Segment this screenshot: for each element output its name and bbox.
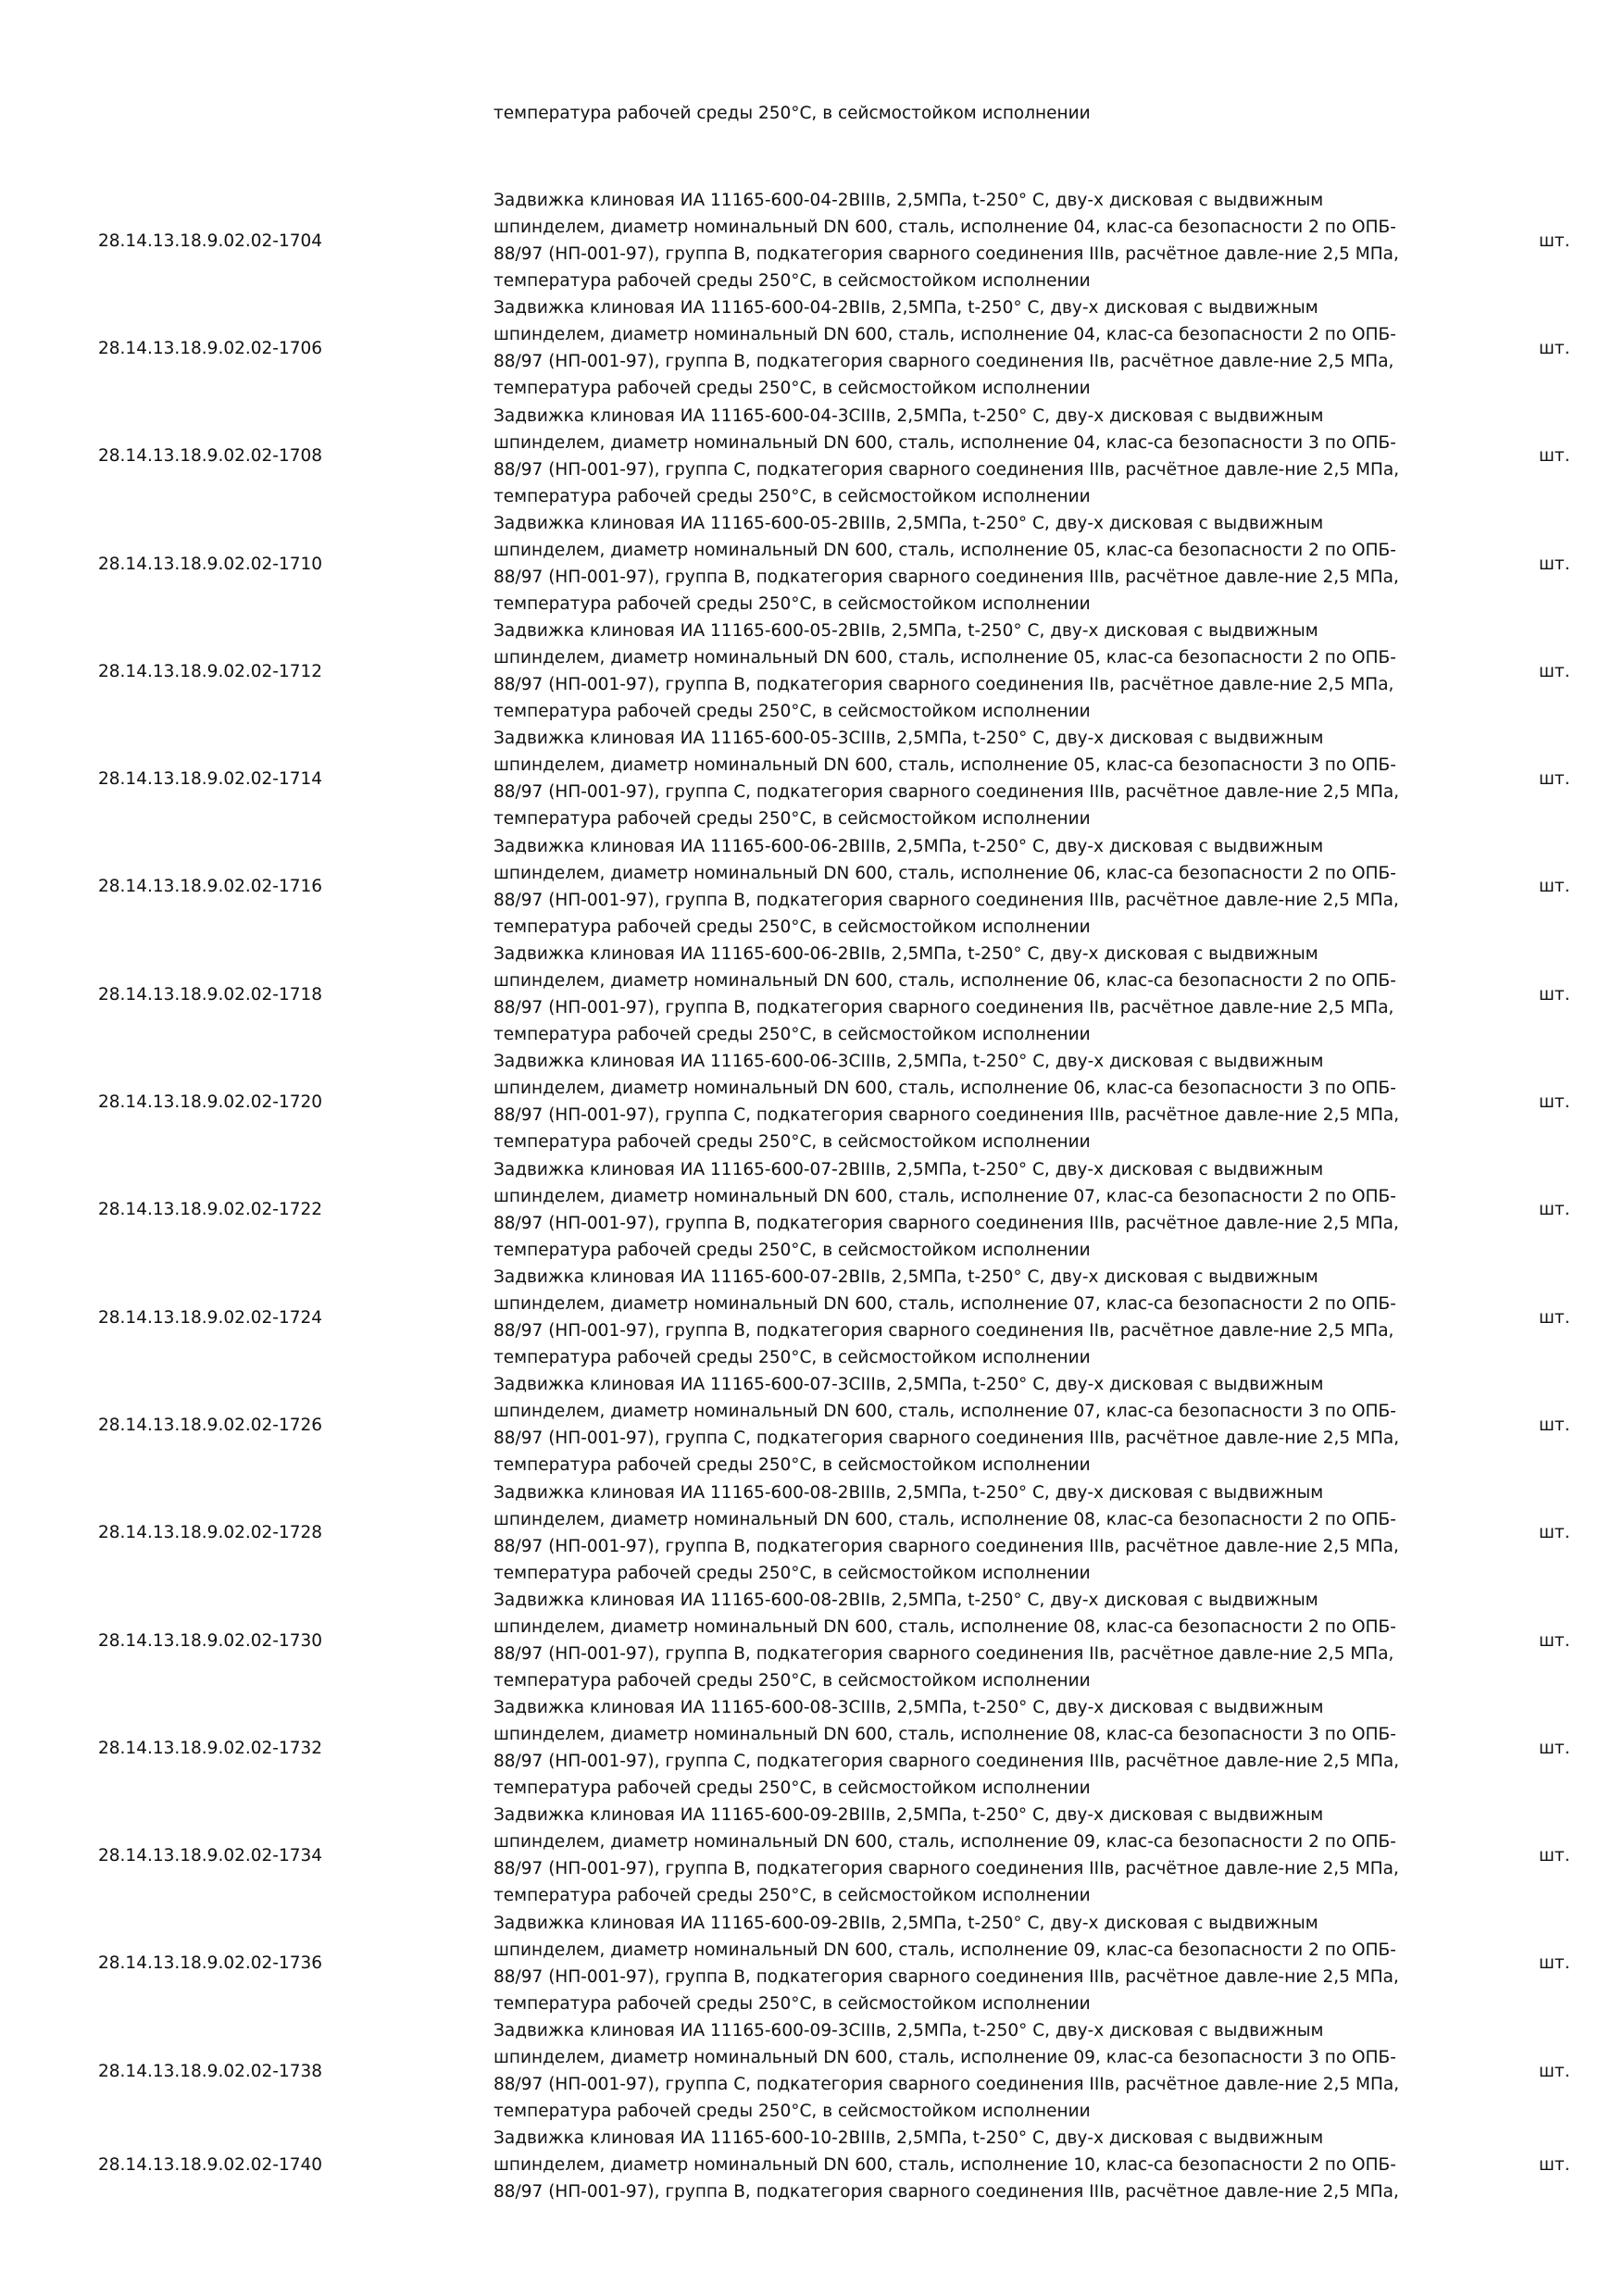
table-row	[0, 2017, 1624, 2125]
description-line: шпинделем, диаметр номинальный DN 600, сталь, исполнение 06, клас-са безопасности 3 по ОПБ-	[493, 1079, 1396, 1099]
description-line: шпинделем, диаметр номинальный DN 600, сталь, исполнение 07, клас-са безопасности 2 по ОПБ-	[493, 1293, 1396, 1314]
description-line: шпинделем, диаметр номинальный DN 600, сталь, исполнение 08, клас-са безопасности 2 по ОПБ-	[493, 1509, 1396, 1529]
unit-of-measure: шт.	[1539, 1307, 1570, 1328]
description-line: температура рабочей среды 250°С, в сейсмостойком исполнении	[493, 1025, 1091, 1045]
description-line: Задвижка клиновая ИА 11165-600-04-2ВIIв, 2,5МПа, t-250° С, дву-х дисковая с выдвижным	[493, 298, 1318, 318]
description-line: 88/97 (НП-001-97), группа В, подкатегория сварного соединения IIIв, расчётное давле-ние 2,5 МПа,	[493, 1213, 1399, 1233]
item-code: 28.14.13.18.9.02.02-1708	[98, 446, 323, 467]
unit-of-measure: шт.	[1539, 1738, 1570, 1758]
description-line: температура рабочей среды 250°С, в сейсмостойком исполнении	[493, 1778, 1091, 1799]
description-line: шпинделем, диаметр номинальный DN 600, сталь, исполнение 05, клас-са безопасности 2 по ОПБ-	[493, 648, 1396, 668]
description-line: шпинделем, диаметр номинальный DN 600, сталь, исполнение 10, клас-са безопасности 2 по ОПБ-	[493, 2155, 1396, 2176]
table-row	[0, 1264, 1624, 1371]
description-line: 88/97 (НП-001-97), группа С, подкатегория сварного соединения IIIв, расчётное давле-ние 2,5 МПа,	[493, 1752, 1400, 1772]
description-line: шпинделем, диаметр номинальный DN 600, сталь, исполнение 08, клас-са безопасности 2 по ОПБ-	[493, 1616, 1396, 1637]
item-code: 28.14.13.18.9.02.02-1732	[98, 1738, 323, 1758]
description-line: 88/97 (НП-001-97), группа В, подкатегория сварного соединения IIIв, расчётное давле-ние 2,5 МПа,	[493, 244, 1399, 264]
description-line: Задвижка клиновая ИА 11165-600-09-2ВIIIв, 2,5МПа, t-250° С, дву-х дисковая с выдвижным	[493, 1805, 1324, 1826]
table-row	[0, 1156, 1624, 1264]
description-line: Задвижка клиновая ИА 11165-600-06-3СIIIв, 2,5МПа, t-250° С, дву-х дисковая с выдвижным	[493, 1052, 1324, 1072]
item-code: 28.14.13.18.9.02.02-1712	[98, 661, 323, 681]
description-line: Задвижка клиновая ИА 11165-600-08-3СIIIв, 2,5МПа, t-250° С, дву-х дисковая с выдвижным	[493, 1698, 1324, 1718]
item-description	[493, 1156, 1438, 1264]
description-line: Задвижка клиновая ИА 11165-600-07-2ВIIIв, 2,5МПа, t-250° С, дву-х дисковая с выдвижным	[493, 1159, 1324, 1179]
description-line: Задвижка клиновая ИА 11165-600-05-2ВIIв, 2,5МПа, t-250° С, дву-х дисковая с выдвижным	[493, 621, 1318, 642]
description-line: температура рабочей среды 250°С, в сейсмостойком исполнении	[493, 2102, 1091, 2122]
description-line: температура рабочей среды 250°С, в сейсмостойком исполнении	[493, 271, 1091, 291]
item-code: 28.14.13.18.9.02.02-1706	[98, 338, 323, 358]
unit-of-measure: шт.	[1539, 338, 1570, 358]
description-line: шпинделем, диаметр номинальный DN 600, сталь, исполнение 04, клас-са безопасности 2 по ОПБ-	[493, 218, 1396, 237]
table-row	[0, 1371, 1624, 1479]
item-description	[493, 1371, 1438, 1479]
table-row	[0, 403, 1624, 510]
unit-of-measure: шт.	[1539, 1630, 1570, 1651]
unit-of-measure: шт.	[1539, 877, 1570, 897]
table-row	[0, 294, 1624, 402]
description-line: шпинделем, диаметр номинальный DN 600, сталь, исполнение 05, клас-са безопасности 2 по ОПБ-	[493, 540, 1396, 560]
description-line: 88/97 (НП-001-97), группа С, подкатегория сварного соединения IIIв, расчётное давле-ние 2,5 МПа,	[493, 1429, 1400, 1449]
unit-of-measure: шт.	[1539, 1415, 1570, 1435]
unit-of-measure: шт.	[1539, 554, 1570, 574]
description-line: 88/97 (НП-001-97), группа В, подкатегория сварного соединения IIIв, расчётное давле-ние 2,5 МПа,	[493, 1859, 1399, 1879]
description-line: температура рабочей среды 250°С, в сейсмостойком исполнении	[493, 486, 1091, 506]
description-line: Задвижка клиновая ИА 11165-600-06-2ВIIIв, 2,5МПа, t-250° С, дву-х дисковая с выдвижным	[493, 836, 1324, 856]
table-row	[0, 510, 1624, 618]
table-row	[0, 1694, 1624, 1802]
item-code: 28.14.13.18.9.02.02-1740	[98, 2155, 323, 2176]
description-line: шпинделем, диаметр номинальный DN 600, сталь, исполнение 05, клас-са безопасности 3 по ОПБ-	[493, 755, 1396, 776]
description-line: Задвижка клиновая ИА 11165-600-04-2ВIIIв, 2,5МПа, t-250° С, дву-х дисковая с выдвижным	[493, 191, 1324, 210]
item-description	[493, 510, 1438, 618]
description-line: температура рабочей среды 250°С, в сейсмостойком исполнении	[493, 1670, 1091, 1691]
table-row	[0, 1479, 1624, 1587]
description-line: температура рабочей среды 250°С, в сейсмостойком исполнении	[493, 1455, 1091, 1476]
item-code: 28.14.13.18.9.02.02-1718	[98, 984, 323, 1004]
description-line: 88/97 (НП-001-97), группа В, подкатегория сварного соединения IIв, расчётное давле-ние 2,5 МПа,	[493, 998, 1394, 1018]
description-line: температура рабочей среды 250°С, в сейсмостойком исполнении	[493, 917, 1091, 937]
unit-of-measure: шт.	[1539, 2061, 1570, 2081]
description-line: 88/97 (НП-001-97), группа В, подкатегория сварного соединения IIв, расчётное давле-ние 2,5 МПа,	[493, 352, 1394, 372]
item-code: 28.14.13.18.9.02.02-1734	[98, 1846, 323, 1866]
description-line: Задвижка клиновая ИА 11165-600-09-3СIIIв, 2,5МПа, t-250° С, дву-х дисковая с выдвижным	[493, 2021, 1324, 2041]
unit-of-measure: шт.	[1539, 769, 1570, 790]
description-line: шпинделем, диаметр номинальный DN 600, сталь, исполнение 09, клас-са безопасности 2 по ОПБ-	[493, 1940, 1396, 1960]
description-line: 88/97 (НП-001-97), группа В, подкатегория сварного соединения IIв, расчётное давле-ние 2,5 МПа,	[493, 1643, 1394, 1664]
description-line: шпинделем, диаметр номинальный DN 600, сталь, исполнение 08, клас-са безопасности 3 по ОПБ-	[493, 1725, 1396, 1745]
item-description	[493, 1264, 1438, 1371]
item-code: 28.14.13.18.9.02.02-1716	[98, 877, 323, 897]
description-line: шпинделем, диаметр номинальный DN 600, сталь, исполнение 09, клас-са безопасности 2 по ОПБ-	[493, 1832, 1396, 1853]
carry-over-text: температура рабочей среды 250°С, в сейсмостойком исполнении	[493, 104, 1091, 123]
description-line: Задвижка клиновая ИА 11165-600-05-2ВIIIв, 2,5МПа, t-250° С, дву-х дисковая с выдвижным	[493, 513, 1324, 533]
table-row	[0, 941, 1624, 1048]
item-code: 28.14.13.18.9.02.02-1736	[98, 1953, 323, 1974]
description-line: Задвижка клиновая ИА 11165-600-05-3СIIIв, 2,5МПа, t-250° С, дву-х дисковая с выдвижным	[493, 729, 1324, 749]
item-code: 28.14.13.18.9.02.02-1728	[98, 1523, 323, 1543]
item-code: 28.14.13.18.9.02.02-1738	[98, 2061, 323, 2081]
item-description	[493, 403, 1438, 510]
item-description	[493, 1910, 1438, 2017]
description-line: шпинделем, диаметр номинальный DN 600, сталь, исполнение 07, клас-са безопасности 3 по ОПБ-	[493, 1402, 1396, 1422]
table-row	[0, 1910, 1624, 2017]
description-line: температура рабочей среды 250°С, в сейсмостойком исполнении	[493, 809, 1091, 830]
description-line: шпинделем, диаметр номинальный DN 600, сталь, исполнение 09, клас-са безопасности 3 по ОПБ-	[493, 2048, 1396, 2068]
description-line: Задвижка клиновая ИА 11165-600-06-2ВIIв, 2,5МПа, t-250° С, дву-х дисковая с выдвижным	[493, 944, 1318, 965]
item-description	[493, 1802, 1438, 1909]
description-line: Задвижка клиновая ИА 11165-600-10-2ВIIIв, 2,5МПа, t-250° С, дву-х дисковая с выдвижным	[493, 2128, 1324, 2149]
description-line: температура рабочей среды 250°С, в сейсмостойком исполнении	[493, 1993, 1091, 2014]
item-code: 28.14.13.18.9.02.02-1726	[98, 1415, 323, 1435]
table-row	[0, 618, 1624, 725]
table-row	[0, 1802, 1624, 1909]
description-line: шпинделем, диаметр номинальный DN 600, сталь, исполнение 04, клас-са безопасности 3 по ОПБ-	[493, 432, 1396, 453]
description-line: 88/97 (НП-001-97), группа В, подкатегория сварного соединения IIIв, расчётное давле-ние 2,5 МПа,	[493, 1536, 1399, 1556]
description-line: 88/97 (НП-001-97), группа С, подкатегория сварного соединения IIIв, расчётное давле-ние 2,5 МПа,	[493, 782, 1400, 803]
unit-of-measure: шт.	[1539, 1846, 1570, 1866]
table-row	[0, 2125, 1624, 2205]
description-line: шпинделем, диаметр номинальный DN 600, сталь, исполнение 04, клас-са безопасности 2 по ОПБ-	[493, 325, 1396, 345]
description-line: 88/97 (НП-001-97), группа В, подкатегория сварного соединения IIIв, расчётное давле-ние 2,5 МПа,	[493, 2182, 1399, 2202]
description-line: Задвижка клиновая ИА 11165-600-08-2ВIIв, 2,5МПа, t-250° С, дву-х дисковая с выдвижным	[493, 1590, 1318, 1610]
unit-of-measure: шт.	[1539, 231, 1570, 251]
description-line: температура рабочей среды 250°С, в сейсмостойком исполнении	[493, 1240, 1091, 1260]
description-line: температура рабочей среды 250°С, в сейсмостойком исполнении	[493, 379, 1091, 399]
description-line: температура рабочей среды 250°С, в сейсмостойком исполнении	[493, 1563, 1091, 1583]
description-line: температура рабочей среды 250°С, в сейсмостойком исполнении	[493, 1886, 1091, 1906]
description-line: 88/97 (НП-001-97), группа С, подкатегория сварного соединения IIIв, расчётное давле-ние 2,5 МПа,	[493, 1105, 1400, 1126]
description-line: температура рабочей среды 250°С, в сейсмостойком исполнении	[493, 702, 1091, 722]
unit-of-measure: шт.	[1539, 446, 1570, 467]
description-line: 88/97 (НП-001-97), группа В, подкатегория сварного соединения IIв, расчётное давле-ние 2,5 МПа,	[493, 675, 1394, 695]
item-description	[493, 618, 1438, 725]
description-line: шпинделем, диаметр номинальный DN 600, сталь, исполнение 07, клас-са безопасности 2 по ОПБ-	[493, 1186, 1396, 1206]
description-line: Задвижка клиновая ИА 11165-600-09-2ВIIв, 2,5МПа, t-250° С, дву-х дисковая с выдвижным	[493, 1913, 1318, 1933]
item-description	[493, 941, 1438, 1048]
item-description	[493, 2125, 1438, 2205]
unit-of-measure: шт.	[1539, 1200, 1570, 1220]
description-line: 88/97 (НП-001-97), группа В, подкатегория сварного соединения IIIв, расчётное давле-ние 2,5 МПа,	[493, 890, 1399, 910]
item-code: 28.14.13.18.9.02.02-1710	[98, 554, 323, 574]
table-row	[0, 833, 1624, 941]
table-row	[0, 1587, 1624, 1694]
item-code: 28.14.13.18.9.02.02-1720	[98, 1092, 323, 1113]
description-line: Задвижка клиновая ИА 11165-600-07-3СIIIв, 2,5МПа, t-250° С, дву-х дисковая с выдвижным	[493, 1375, 1324, 1395]
description-line: Задвижка клиновая ИА 11165-600-08-2ВIIIв, 2,5МПа, t-250° С, дву-х дисковая с выдвижным	[493, 1482, 1324, 1503]
item-description	[493, 1587, 1438, 1694]
unit-of-measure: шт.	[1539, 1092, 1570, 1113]
description-line: температура рабочей среды 250°С, в сейсмостойком исполнении	[493, 593, 1091, 614]
description-line: шпинделем, диаметр номинальный DN 600, сталь, исполнение 06, клас-са безопасности 2 по ОПБ-	[493, 863, 1396, 883]
description-line: Задвижка клиновая ИА 11165-600-04-3СIIIв, 2,5МПа, t-250° С, дву-х дисковая с выдвижным	[493, 406, 1324, 426]
unit-of-measure: шт.	[1539, 1953, 1570, 1974]
description-line: 88/97 (НП-001-97), группа С, подкатегория сварного соединения IIIв, расчётное давле-ние 2,5 МПа,	[493, 2075, 1400, 2095]
item-description	[493, 725, 1438, 832]
description-line: температура рабочей среды 250°С, в сейсмостойком исполнении	[493, 1132, 1091, 1153]
description-line: 88/97 (НП-001-97), группа С, подкатегория сварного соединения IIIв, расчётное давле-ние 2,5 МПа,	[493, 459, 1400, 480]
item-code: 28.14.13.18.9.02.02-1704	[98, 231, 323, 251]
item-code: 28.14.13.18.9.02.02-1724	[98, 1307, 323, 1328]
description-line: 88/97 (НП-001-97), группа В, подкатегория сварного соединения IIв, расчётное давле-ние 2,5 МПа,	[493, 1320, 1394, 1341]
description-line: 88/97 (НП-001-97), группа В, подкатегория сварного соединения IIIв, расчётное давле-ние 2,5 МПа,	[493, 567, 1399, 587]
catalog-table	[0, 187, 1624, 2205]
item-code: 28.14.13.18.9.02.02-1714	[98, 769, 323, 790]
item-description	[493, 2017, 1438, 2125]
description-line: температура рабочей среды 250°С, в сейсмостойком исполнении	[493, 1347, 1091, 1367]
item-description	[493, 1694, 1438, 1802]
unit-of-measure: шт.	[1539, 661, 1570, 681]
table-row	[0, 725, 1624, 832]
table-row	[0, 187, 1624, 294]
item-description	[493, 294, 1438, 402]
description-line: Задвижка клиновая ИА 11165-600-07-2ВIIв, 2,5МПа, t-250° С, дву-х дисковая с выдвижным	[493, 1267, 1318, 1287]
item-description	[493, 833, 1438, 941]
item-description	[493, 187, 1438, 294]
item-code: 28.14.13.18.9.02.02-1722	[98, 1200, 323, 1220]
unit-of-measure: шт.	[1539, 1523, 1570, 1543]
item-description	[493, 1479, 1438, 1587]
unit-of-measure: шт.	[1539, 984, 1570, 1004]
description-line: 88/97 (НП-001-97), группа В, подкатегория сварного соединения IIIв, расчётное давле-ние 2,5 МПа,	[493, 1966, 1399, 1987]
unit-of-measure: шт.	[1539, 2155, 1570, 2176]
item-description	[493, 1048, 1438, 1155]
description-line: шпинделем, диаметр номинальный DN 600, сталь, исполнение 06, клас-са безопасности 2 по ОПБ-	[493, 971, 1396, 992]
table-row	[0, 1048, 1624, 1155]
item-code: 28.14.13.18.9.02.02-1730	[98, 1630, 323, 1651]
